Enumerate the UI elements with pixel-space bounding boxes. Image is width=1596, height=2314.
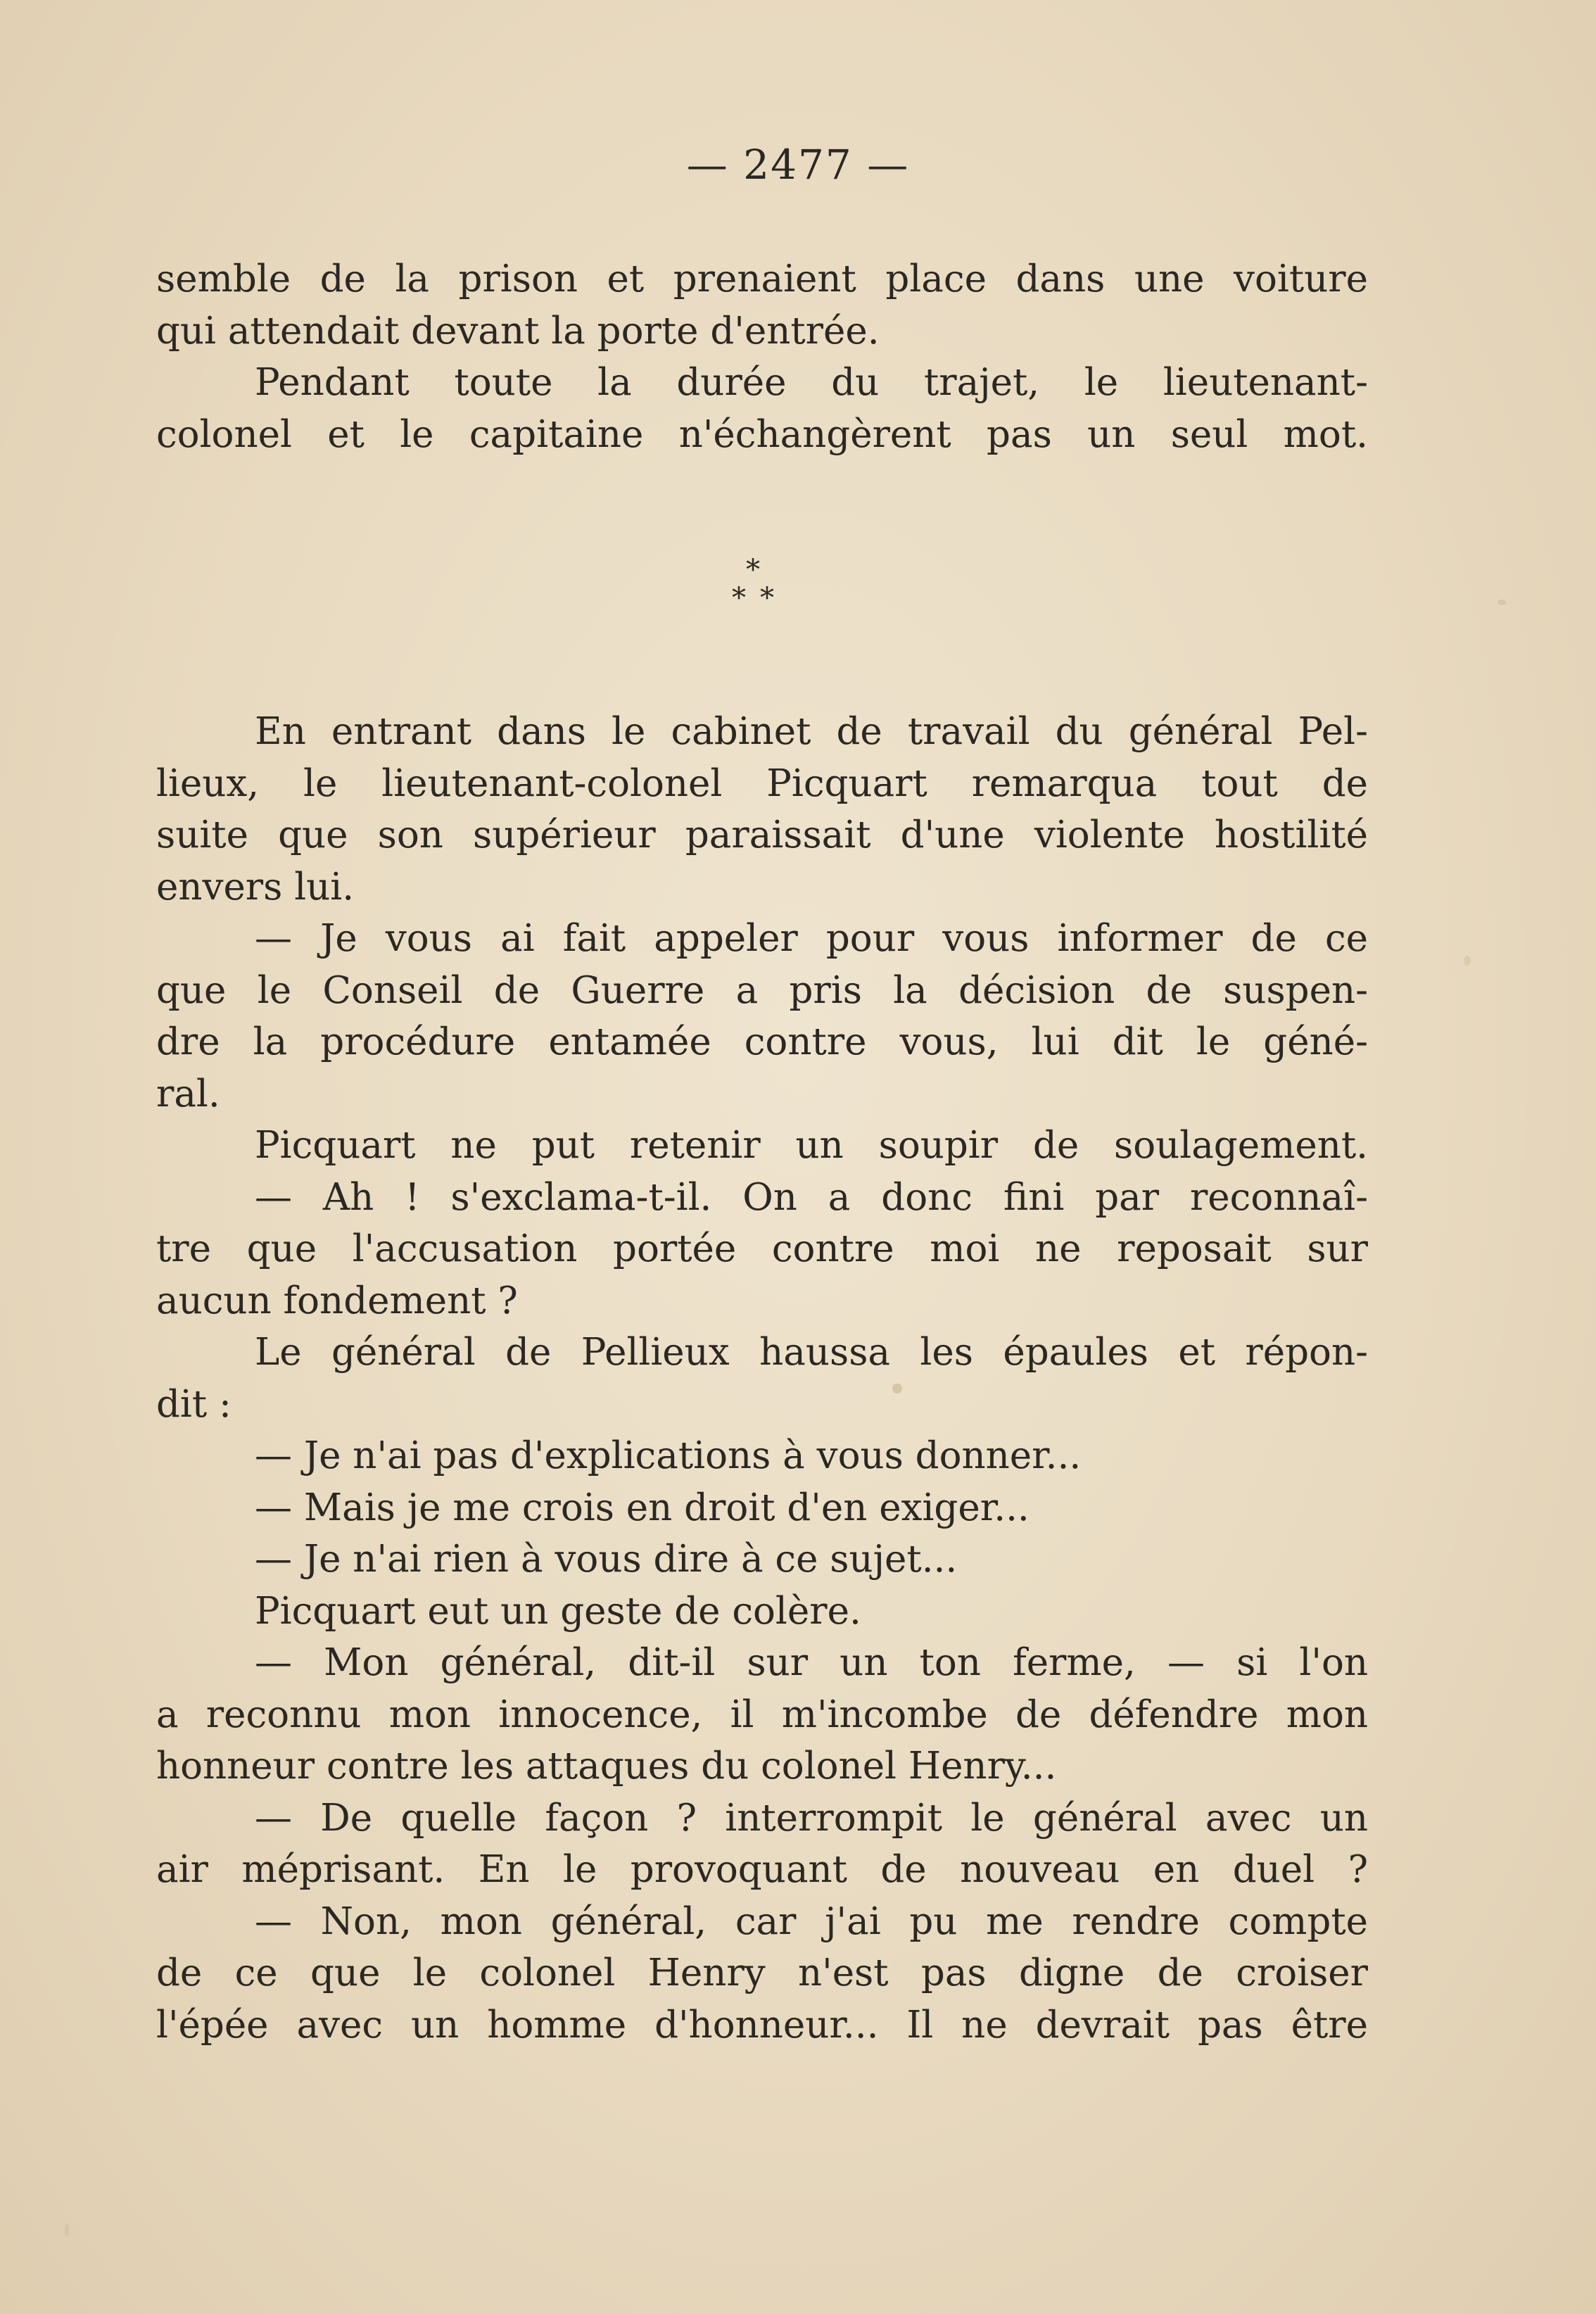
text-line: — Non, mon général, car j'ai pu me rendre compte	[255, 1899, 1368, 1943]
section-separator	[728, 556, 784, 619]
text-line: que le Conseil de Guerre a pris la décision de suspen-	[156, 968, 1368, 1012]
asterism-star: *	[760, 582, 774, 614]
text-line: — Mais je me crois en droit d'en exiger...	[255, 1486, 1030, 1529]
text-line: Le général de Pellieux haussa les épaules et répon-	[255, 1331, 1368, 1374]
text-line: — Je n'ai pas d'explications à vous donner...	[255, 1434, 1082, 1477]
text-line: dit :	[156, 1382, 232, 1426]
text-line: l'épée avec un homme d'honneur... Il ne devrait pas être	[156, 2003, 1368, 2047]
text-line: qui attendait devant la porte d'entrée.	[156, 309, 880, 353]
text-line: colonel et le capitaine n'échangèrent pas un seul mot.	[156, 412, 1368, 456]
text-line: — Je vous ai fait appeler pour vous informer de ce	[255, 917, 1368, 960]
text-line: envers lui.	[156, 865, 355, 909]
main-text	[156, 706, 1368, 2051]
text-line: suite que son supérieur paraissait d'une violente hostilité	[156, 814, 1368, 856]
text-line: En entrant dans le cabinet de travail du général Pel-	[255, 710, 1368, 753]
text-line: aucun fondement ?	[156, 1279, 518, 1322]
text-line: air méprisant. En le provoquant de nouveau en duel ?	[156, 1848, 1368, 1891]
text-line: — Mon général, dit-il sur un ton ferme, — si l'on	[255, 1641, 1368, 1684]
text-line: honneur contre les attaques du colonel Henry...	[156, 1745, 1057, 1788]
paper-stain	[65, 2224, 69, 2237]
paper-stain	[1497, 600, 1506, 605]
paper-stain	[1464, 956, 1471, 966]
text-line: tre que l'accusation portée contre moi ne reposait sur	[156, 1227, 1368, 1270]
text-line: dre la procédure entamée contre vous, lui dit le géné-	[156, 1020, 1368, 1063]
text-line: Picquart eut un geste de colère.	[255, 1589, 861, 1633]
top-paragraphs	[156, 253, 1368, 460]
text-line: lieux, le lieutenant-colonel Picquart remarqua tout de	[156, 761, 1368, 805]
text-line: de ce que le colonel Henry n'est pas digne de croiser	[156, 1952, 1368, 1994]
text-line: semble de la prison et prenaient place dans une voiture	[156, 258, 1368, 301]
asterism-star: *	[746, 554, 760, 586]
text-line: Picquart ne put retenir un soupir de soulagement.	[255, 1124, 1368, 1167]
text-line: — Ah ! s'exclama-t-il. On a donc fini par reconnaî-	[255, 1175, 1368, 1219]
text-line: — De quelle façon ? interrompit le général avec un	[255, 1796, 1368, 1840]
asterism-star: *	[732, 582, 746, 614]
text-line: — Je n'ai rien à vous dire à ce sujet...	[255, 1538, 958, 1581]
text-line: ral.	[156, 1072, 220, 1115]
text-line: Pendant toute la durée du trajet, le lieutenant-	[255, 361, 1368, 404]
page-number: — 2477 —	[686, 141, 910, 189]
text-line: a reconnu mon innocence, il m'incombe de défendre mon	[156, 1693, 1368, 1736]
